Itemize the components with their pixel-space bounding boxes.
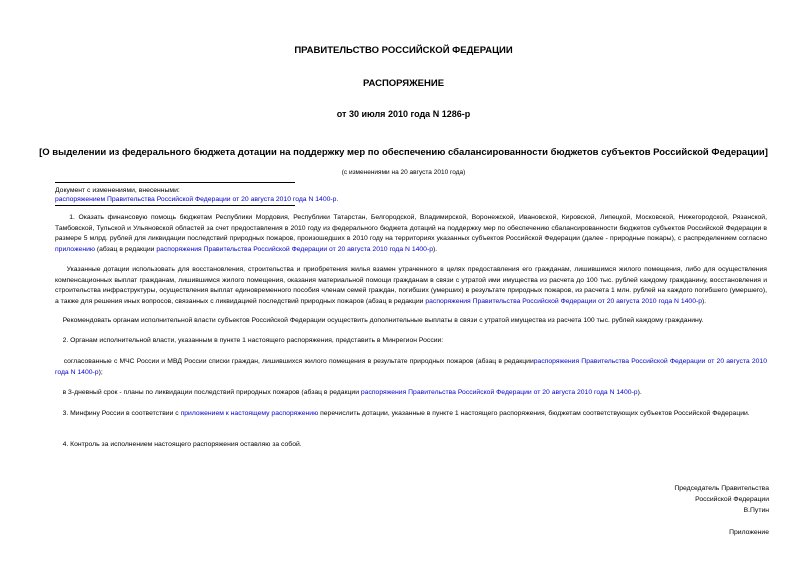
divider-bottom	[55, 205, 295, 206]
amendment-link-p6[interactable]: распоряжения Правительства Российской Федерации от 20 августа 2010 года N 1400-р	[360, 389, 638, 396]
paragraph-2: Указанные дотации использовать для восстановления, строительства и приобретения жилья взамен утраченного в целях предоставления его гражданам, лишившимся жилого помещения, либо для осуществления компенсационных выплат гражданам, лишившимся жилого помещения, оказания материальной помощи гражданам в связи с утратой ими имущества из расчета до 100 тыс. рублей каждому гражданину, восстановления и строительства инфраструктуры, осуществления выплат единовременного пособия членам семей граждан, погибших (умерших) в результате природных пожаров, из расчета 1 млн. рублей на каждого погибшего (умершего), а также для решения иных вопросов, связанных с ликвидацией последствий природных пожаров (абзац в редакции распоряжения Правительства Российской Федерации от 20 августа 2010 года N 1400-р).	[55, 266, 767, 305]
amendment-link-p5[interactable]: распоряжения Правительства Российской Федерации от 20 августа 2010 года N 1400-р	[55, 358, 767, 376]
appendix-label: Приложение	[729, 529, 769, 536]
signature-position: Председатель Правительства	[674, 485, 769, 492]
amendments-block	[55, 195, 338, 204]
appendix-link-p7[interactable]: приложением к настоящему распоряжению	[180, 410, 319, 417]
paragraph-6: в 3-дневный срок - планы по ликвидации последствий природных пожаров (абзац в редакции распоряжения Правительства Российской Федерации от 20 августа 2010 года N 1400-р).	[62, 389, 642, 396]
amendment-link-p2[interactable]: распоряжения Правительства Российской Федерации от 20 августа 2010 года N 1400-р	[425, 297, 703, 305]
paragraph-3: Рекомендовать органам исполнительной власти субъектов Российской Федерации осуществить дополнительные выплаты в связи с утратой имущества из расчета 100 тыс. рублей каждому гражданину.	[62, 317, 704, 324]
document-title: [О выделении из федерального бюджета дотации на поддержку мер по обеспечению сбалансированности бюджетов субъектов Российской Федерации]	[39, 147, 768, 158]
paragraph-4: 2. Органам исполнительной власти, указанным в пункте 1 настоящего распоряжения, представить в Минрегион России:	[62, 337, 444, 344]
signature-block	[674, 483, 769, 516]
paragraph-7: 3. Минфину России в соответствии с приложением к настоящему распоряжению перечислить дотации, указанные в пункте 1 настоящего распоряжения, бюджетам соответствующих субъектов Российской Федерации.	[62, 410, 750, 417]
paragraph-5: согласованные с МЧС России и МВД России списки граждан, лишившихся жилого помещения в результате природных пожаров (абзац в редакциираспоряжения Правительства Российской Федерации от 20 августа 2010 года N 1400-р);	[55, 358, 767, 376]
divider-top	[55, 182, 295, 183]
appendix-link[interactable]: приложению	[55, 245, 95, 253]
document-type: РАСПОРЯЖЕНИЕ	[362, 78, 445, 89]
paragraph-1: 1. Оказать финансовую помощь бюджетам Республики Мордовия, Республики Татарстан, Белгородской, Владимирской, Воронежской, Ивановской, Кировской, Липецкой, Московской, Нижегородской, Рязанской, Тамбовской, Тульской и Ульяновской областей за счет предоставления в 2010 году из федерального бюджета дотаций на поддержку мер по обеспечению сбалансированности бюджетов субъектов Российской Федерации в размере 5 млрд. рублей для ликвидации последствий природных пожаров, произошедших в 2010 году на территориях указанных субъектов Российской Федерации (далее - природные пожары), с распределением согласно приложению (абзац в редакции распоряжения Правительства Российской Федерации от 20 августа 2010 года N 1400-р).	[55, 214, 767, 253]
amendments-label: Документ с изменениями, внесенными:	[55, 187, 180, 194]
amendment-link-p1[interactable]: распоряжения Правительства Российской Федерации от 20 августа 2010 года N 1400-р	[156, 245, 433, 253]
changes-note: (с изменениями на 20 августа 2010 года)	[341, 169, 466, 176]
document-date-number: от 30 июля 2010 года N 1286-р	[336, 109, 471, 119]
paragraph-8: 4. Контроль за исполнением настоящего распоряжения оставляю за собой.	[62, 441, 302, 448]
signature-name: В.Путин	[743, 507, 769, 514]
government-heading: ПРАВИТЕЛЬСТВО РОССИЙСКОЙ ФЕДЕРАЦИИ	[294, 45, 513, 56]
amendment-link[interactable]: распоряжением Правительства Российской Федерации от 20 августа 2010 года N 1400-р.	[55, 196, 339, 203]
signature-country: Российской Федерации	[695, 496, 769, 503]
